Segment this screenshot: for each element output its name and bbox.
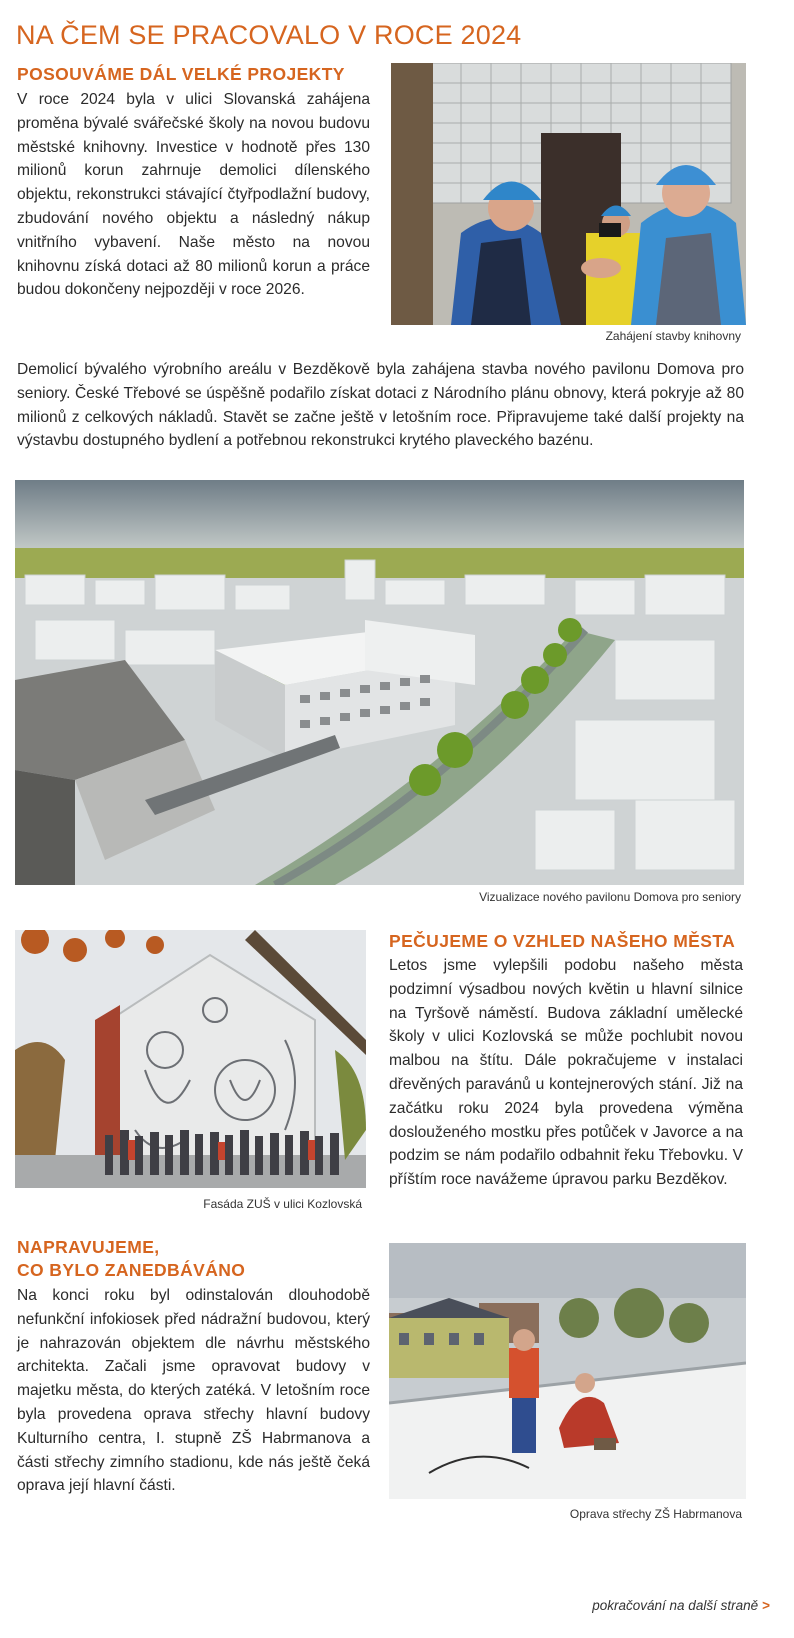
section2-photo-caption: Vizualizace nového pavilonu Domova pro seniory [479,890,741,904]
section1-photo-caption: Zahájení stavby knihovny [605,329,741,343]
senior-home-visualization [15,480,744,885]
continue-next-page[interactable] [592,1598,770,1613]
library-construction-photo [391,63,746,325]
continue-text: pokračování na další straně [592,1598,759,1613]
section1-paragraph: V roce 2024 byla v ulici Slovanská zahájena proměna bývalé svářečské školy na novou budovu městské knihovny. Investice v hodnotě přes 130 milionů korun zahrnuje demolici dílenského objektu, rekonstrukci stávající čtyřpodlažní budovy, zbudování nového objektu a následný nákup vnitřního vybavení. Naše město na novou knihovnu získá dotaci až 80 milionů korun a práce budou dokončeny nejpozději v roce 2026. [17,91,370,299]
next-arrow-icon: > [762,1598,770,1613]
section3-photo-caption: Fasáda ZUŠ v ulici Kozlovská [203,1197,362,1211]
section1-heading: POSOUVÁME DÁL VELKÉ PROJEKTY [17,64,345,84]
section4-photo-caption: Oprava střechy ZŠ Habrmanova [569,1507,742,1521]
page-title: NA ČEM SE PRACOVALO V ROCE 2024 [16,20,522,50]
section3-paragraph: Letos jsme vylepšili podobu našeho města podzimní výsadbou nových květin u hlavní silnice na Tyršově náměstí. Budova základní umělecké školy v ulici Kozlovská se může pochlubit novou malbou na štítu. Dále pokračujeme v instalaci dřevěných paravánů u kontejnerových stání. Již na začátku roku 2024 byla provedena výměna doslouženého mostku přes potůček v Javorce a na podzim se nám podařilo odbahnit řeku Třebovku. V příštím roce navážeme úpravou parku Bezděkov. [389,957,743,1189]
section4-heading-line1: NAPRAVUJEME, [17,1237,160,1257]
zus-facade-photo [15,930,366,1188]
section2-paragraph: Demolicí bývalého výrobního areálu v Bezděkově byla zahájena stavba nového pavilonu Domova pro seniory. České Třebové se úspěšně podařilo získat dotaci z Národního plánu obnovy, která pokryje až 80 milionů z celkových nákladů. Stavět se začne ještě v letošním roce. Připravujeme také další projekty na výstavbu dostupného bydlení a potřebnou rekonstrukci krytého plaveckého bazénu. [17,361,744,450]
section4-paragraph: Na konci roku byl odinstalován dlouhodobě nefunkční infokiosek před nádražní budovou, který je nahrazován objektem dle návrhu městského architekta. Začali jsme opravovat budovy v majetku města, do kterých zatéká. V letošním roce byla provedena oprava střechy hlavní budovy Kulturního centra, I. stupně ZŠ Habrmanova a části střechy zimního stadionu, kde nás ještě čeká oprava její hlavní části. [17,1287,370,1495]
section3-heading: PEČUJEME O VZHLED NAŠEHO MĚSTA [389,931,736,951]
section4-heading-line2: CO BYLO ZANEDBÁVÁNO [17,1260,246,1280]
roof-repair-photo [389,1243,746,1499]
